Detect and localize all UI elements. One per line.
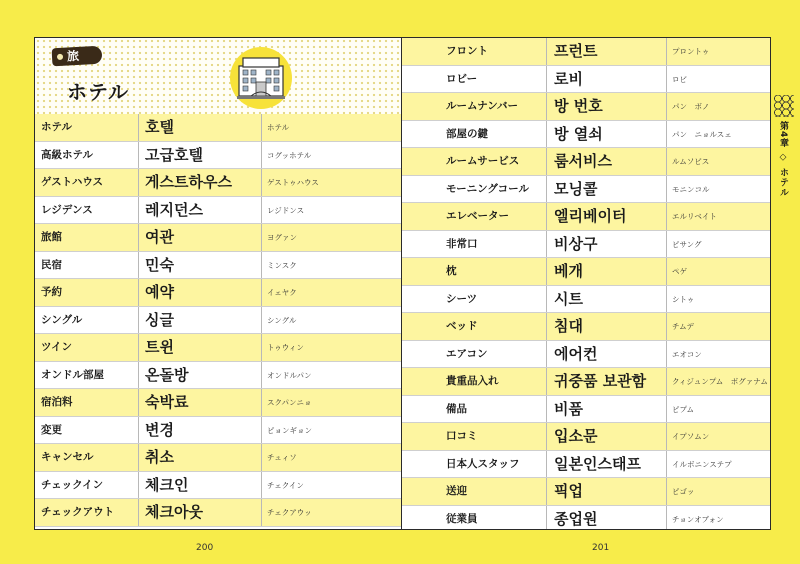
column-divider — [261, 252, 262, 279]
column-divider — [261, 362, 262, 389]
vocab-row — [35, 197, 401, 225]
pronunciation: プロントゥ — [672, 47, 710, 56]
column-divider — [546, 66, 547, 93]
column-divider — [546, 231, 547, 258]
column-divider — [546, 396, 547, 423]
pronunciation: イプソムン — [672, 432, 710, 441]
vocab-row — [402, 38, 770, 66]
japanese-term: 予約 — [41, 286, 62, 298]
japanese-term: 民宿 — [41, 258, 62, 271]
vocab-row — [35, 499, 401, 527]
korean-term: 고급호텔 — [145, 145, 203, 164]
column-divider — [138, 197, 139, 224]
pronunciation: ゲストゥハウス — [267, 178, 319, 187]
vocab-row — [402, 203, 770, 231]
column-divider — [138, 114, 139, 141]
vocab-row — [402, 423, 770, 451]
pronunciation: ヨグァン — [267, 233, 297, 242]
column-divider — [546, 258, 547, 285]
column-divider — [261, 197, 262, 224]
vocab-row — [35, 142, 401, 170]
japanese-term: 口コミ — [446, 430, 478, 442]
column-divider — [546, 121, 547, 148]
column-divider — [261, 224, 262, 251]
pronunciation: チムデ — [672, 322, 694, 331]
pronunciation: シングル — [267, 315, 297, 325]
column-divider — [546, 176, 547, 203]
pronunciation: イルボニンステプ — [672, 459, 732, 469]
pronunciation: ルムソビス — [672, 157, 710, 166]
column-divider — [546, 368, 547, 395]
korean-term: 호텔 — [145, 118, 174, 136]
column-divider — [138, 444, 139, 471]
pronunciation: パン ボノ — [672, 102, 710, 111]
column-divider — [666, 506, 667, 531]
japanese-term: シングル — [41, 313, 83, 326]
column-divider — [138, 472, 139, 499]
vocab-row — [402, 148, 770, 176]
category-tag — [52, 46, 103, 67]
korean-term: 방 열쇠 — [554, 124, 603, 143]
vocab-row — [402, 478, 770, 506]
pronunciation: パン ニョルスェ — [672, 129, 732, 139]
japanese-term: フロント — [446, 45, 488, 57]
column-divider — [666, 121, 667, 148]
korean-term: 체크아웃 — [145, 503, 203, 521]
korean-term: 종업원 — [554, 509, 598, 528]
column-divider — [666, 148, 667, 175]
column-divider — [666, 231, 667, 258]
japanese-term: ルームナンバー — [446, 100, 519, 112]
japanese-term: 宿泊料 — [41, 396, 73, 408]
column-divider — [546, 93, 547, 120]
vocab-table-left — [35, 114, 401, 527]
korean-term: 체크인 — [145, 475, 189, 494]
korean-term: 픽업 — [554, 482, 583, 500]
column-divider — [546, 286, 547, 313]
korean-term: 싱글 — [145, 310, 174, 329]
japanese-term: ゲストハウス — [41, 176, 104, 188]
japanese-term: ホテル — [41, 121, 72, 133]
column-divider — [261, 472, 262, 499]
column-divider — [666, 423, 667, 450]
vocab-row — [402, 258, 770, 286]
korean-term: 귀중품 보관함 — [554, 372, 647, 390]
korean-term: 트윈 — [145, 338, 174, 356]
pronunciation: エオコン — [672, 349, 702, 359]
pronunciation: ホテル — [267, 123, 290, 132]
japanese-term: 枕 — [446, 265, 457, 277]
column-divider — [261, 334, 262, 361]
japanese-term: ベッド — [446, 320, 478, 332]
vocab-row — [35, 279, 401, 307]
pronunciation: レジドンス — [267, 205, 305, 215]
korean-term: 시트 — [554, 289, 583, 308]
column-divider — [666, 66, 667, 93]
vocab-row — [402, 341, 770, 369]
pronunciation: トゥウィン — [267, 343, 304, 352]
japanese-term: キャンセル — [41, 451, 94, 463]
japanese-term: オンドル部屋 — [41, 368, 104, 381]
chapter-label: 第4章 ◇ ホテル — [778, 121, 788, 198]
column-divider — [261, 499, 262, 526]
pronunciation: クィジュンプム ボグァナム — [672, 377, 768, 386]
vocab-row — [402, 176, 770, 204]
column-divider — [138, 142, 139, 169]
column-divider — [546, 341, 547, 368]
korean-term: 민숙 — [145, 255, 174, 274]
japanese-term: エレベーター — [446, 210, 509, 222]
pronunciation: シトゥ — [672, 294, 695, 304]
korean-term: 비품 — [554, 399, 583, 418]
vocab-row — [35, 252, 401, 280]
korean-term: 프런트 — [554, 42, 598, 60]
pronunciation: ピョンギョン — [267, 425, 312, 435]
japanese-term: シーツ — [446, 292, 478, 305]
column-divider — [546, 148, 547, 175]
pronunciation: コグッホテル — [267, 150, 312, 160]
korean-term: 룸서비스 — [554, 152, 612, 170]
japanese-term: 備品 — [446, 402, 467, 415]
right-page — [401, 37, 771, 530]
japanese-term: ツイン — [41, 341, 72, 353]
column-divider — [138, 362, 139, 389]
japanese-term: ルームサービス — [446, 155, 520, 167]
vocab-row — [35, 307, 401, 335]
column-divider — [138, 169, 139, 196]
korean-term: 게스트하우스 — [145, 173, 232, 191]
vocab-row — [35, 389, 401, 417]
column-divider — [261, 142, 262, 169]
pronunciation: モニンコル — [672, 184, 710, 194]
column-divider — [666, 313, 667, 340]
pronunciation: エルリベイト — [672, 212, 717, 221]
column-divider — [138, 224, 139, 251]
column-divider — [666, 396, 667, 423]
pronunciation: ピゴッ — [672, 487, 695, 496]
pronunciation: チェクアウッ — [267, 508, 312, 517]
pronunciation: ペゲ — [672, 267, 687, 276]
vocab-row — [402, 93, 770, 121]
vocab-row — [402, 506, 770, 531]
pronunciation: イェヤク — [267, 288, 297, 297]
japanese-term: モーニングコール — [446, 182, 529, 195]
column-divider — [666, 478, 667, 505]
japanese-term: 高級ホテル — [41, 148, 93, 161]
vocab-row — [35, 417, 401, 445]
vocab-row — [402, 231, 770, 259]
column-divider — [261, 279, 262, 306]
korean-term: 입소문 — [554, 427, 598, 445]
pronunciation: チョンオブォン — [672, 514, 724, 524]
korean-term: 변경 — [145, 420, 174, 439]
column-divider — [261, 417, 262, 444]
column-divider — [261, 444, 262, 471]
korean-term: 비상구 — [554, 234, 598, 253]
vocab-row — [402, 313, 770, 341]
korean-term: 일본인스태프 — [554, 454, 641, 473]
chapter-pattern — [774, 95, 794, 117]
korean-term: 베개 — [554, 262, 583, 280]
column-divider — [261, 389, 262, 416]
pronunciation: ロビ — [672, 74, 687, 84]
column-divider — [138, 334, 139, 361]
japanese-term: ロビー — [446, 72, 478, 85]
vocab-row — [35, 169, 401, 197]
japanese-term: エアコン — [446, 347, 488, 360]
page-number-right: 201 — [592, 543, 610, 553]
japanese-term: レジデンス — [41, 203, 93, 216]
pronunciation: ミンスク — [267, 260, 297, 270]
vocab-row — [35, 362, 401, 390]
vocab-row — [35, 444, 401, 472]
vocab-row — [35, 334, 401, 362]
vocab-row — [402, 286, 770, 314]
japanese-term: 従業員 — [446, 512, 478, 525]
column-divider — [666, 258, 667, 285]
column-divider — [546, 506, 547, 531]
hotel-building-icon — [229, 46, 293, 110]
column-divider — [138, 417, 139, 444]
vocab-row — [402, 368, 770, 396]
title-area — [35, 38, 401, 114]
vocab-row — [35, 114, 401, 142]
pronunciation: ピプム — [672, 404, 694, 414]
japanese-term: 送迎 — [446, 485, 467, 497]
vocab-row — [402, 396, 770, 424]
japanese-term: 貴重品入れ — [446, 375, 499, 387]
vocab-row — [402, 121, 770, 149]
chapter-tab — [774, 95, 794, 198]
category-tag-label: 旅 — [66, 48, 80, 64]
column-divider — [261, 169, 262, 196]
column-divider — [138, 279, 139, 306]
japanese-term: チェックアウト — [41, 506, 115, 518]
column-divider — [138, 252, 139, 279]
column-divider — [138, 307, 139, 334]
korean-term: 침대 — [554, 317, 583, 335]
left-page — [34, 37, 401, 530]
japanese-term: 旅館 — [41, 231, 62, 243]
column-divider — [546, 478, 547, 505]
column-divider — [261, 307, 262, 334]
column-divider — [138, 389, 139, 416]
column-divider — [666, 93, 667, 120]
page-title: ホテル — [67, 80, 129, 104]
vocab-row — [402, 451, 770, 479]
column-divider — [666, 451, 667, 478]
korean-term: 예약 — [145, 283, 174, 301]
korean-term: 방 번호 — [554, 97, 603, 115]
pronunciation: ピサング — [672, 239, 702, 249]
vocab-row — [35, 224, 401, 252]
vocab-table-right — [402, 38, 770, 530]
column-divider — [546, 38, 547, 65]
column-divider — [261, 114, 262, 141]
column-divider — [666, 203, 667, 230]
column-divider — [666, 176, 667, 203]
korean-term: 에어컨 — [554, 344, 598, 363]
pronunciation: スクパンニョ — [267, 398, 312, 407]
page-number-left: 200 — [196, 543, 214, 553]
column-divider — [666, 38, 667, 65]
column-divider — [546, 451, 547, 478]
korean-term: 레지던스 — [145, 200, 203, 219]
japanese-term: 日本人スタッフ — [446, 457, 520, 470]
korean-term: 여관 — [145, 228, 174, 246]
vocab-row — [402, 66, 770, 94]
korean-term: 모닝콜 — [554, 179, 598, 198]
pronunciation: オンドルパン — [267, 370, 312, 380]
column-divider — [546, 203, 547, 230]
column-divider — [546, 313, 547, 340]
tag-hole — [57, 54, 63, 60]
column-divider — [666, 341, 667, 368]
pronunciation: チュィソ — [267, 453, 297, 462]
column-divider — [138, 499, 139, 526]
korean-term: 로비 — [554, 69, 583, 88]
japanese-term: 変更 — [41, 423, 62, 436]
japanese-term: 非常口 — [446, 237, 478, 250]
column-divider — [546, 423, 547, 450]
korean-term: 숙박료 — [145, 393, 189, 411]
japanese-term: チェックイン — [41, 478, 104, 491]
japanese-term: 部屋の鍵 — [446, 127, 488, 140]
korean-term: 온돌방 — [145, 365, 189, 384]
pronunciation: チェクイン — [267, 480, 304, 490]
column-divider — [666, 286, 667, 313]
korean-term: 엘리베이터 — [554, 207, 627, 225]
vocab-row — [35, 472, 401, 500]
column-divider — [666, 368, 667, 395]
korean-term: 취소 — [145, 448, 174, 466]
